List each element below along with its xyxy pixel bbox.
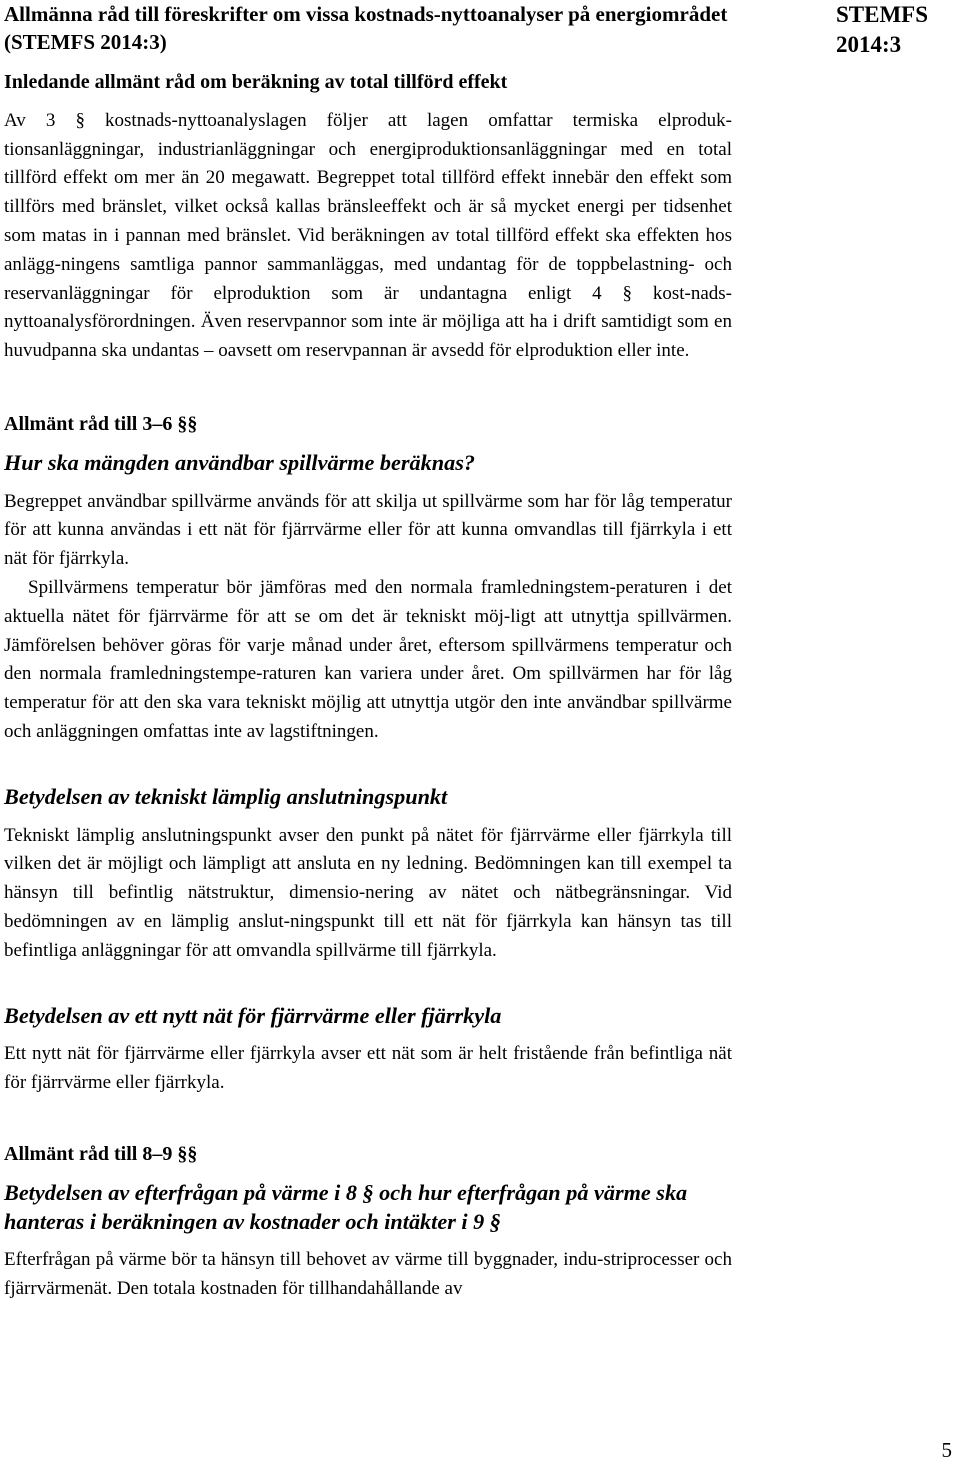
paragraph-nytt-nat: Ett nytt nät för fjärrvärme eller fjärrkyla avser ett nät som är helt fristående från befintliga nät för fjärrvärme eller fjärrkyla. [4,1043,732,1094]
subheading-efterfragan: Betydelsen av efterfrågan på värme i 8 § och hur efterfrågan på värme ska hanteras i beräkningen av kostnader och intäkter i 9 § [4,1179,688,1234]
section-heading-intro: Inledande allmänt råd om beräkning av total tillförd effekt [4,71,508,93]
document-id-number: 2014:3 [836,32,902,57]
main-content [4,68,732,1304]
document-title: Allmänna råd till föreskrifter om vissa kostnads-nyttoanalyser på energiområdet (STEMFS 2014:3) [4,2,728,54]
document-id-series: STEMFS [836,2,929,27]
subheading-nytt-nat: Betydelsen av ett nytt nät för fjärrvärme eller fjärrkyla [4,1002,502,1028]
page-number: 5 [941,1438,952,1462]
paragraph-spillvarme-2: Spillvärmens temperatur bör jämföras med den normala framledningstem-peraturen i det aktuella nätet för fjärrvärme för att se om det är tekniskt möj-ligt att utnyttja spillvärmen. Jämförelsen behöver göras för varje månad under året, eftersom spillvärmens temperatur och den normala framledningstempe-raturen kan variera under året. Om spillvärmen har för låg temperatur för att den ska vara tekniskt möjlig att utnyttja utgör den inte användbar spillvärme och anläggningen omfattas inte av lagstiftningen. [4,576,732,742]
paragraph-intro: Av 3 § kostnads-nyttoanalyslagen följer att lagen omfattar termiska elproduk-tionsanläggningar, industrianläggningar och energiproduktionsanläggningar med en total tillförd effekt om mer än 20 megawatt. Begreppet total tillförd effekt innebär den effekt som tillförs med bränslet, vilket också kallas bränsleeffekt och är så mycket energi per tidsenhet som matas in i pannan med bränslet. Vid beräkningen av total tillförd effekt ska effekten hos anlägg-ningens samtliga pannor sammanläggas, med undantag för de toppbelastning- och reservanläggningar för elproduktion som är undantagna enligt 4 § kost-nads-nyttoanalysförordningen. Även reservpannor som inte är möjliga att ha i drift samtidigt som en huvudpanna ska undantas – oavsett om reservpannan är avsedd för elproduktion eller inte. [4,109,732,362]
paragraph-efterfragan: Efterfrågan på värme bör ta hänsyn till behovet av värme till byggnader, indu-striprocesser och fjärrvärmenät. Den totala kostnaden för tillhandahållande av [4,1249,732,1300]
section-heading-3-6: Allmänt råd till 3–6 §§ [4,412,198,435]
subheading-anslutningspunkt: Betydelsen av tekniskt lämplig anslutningspunkt [4,783,448,809]
subheading-spillvarme: Hur ska mängden användbar spillvärme beräknas? [4,449,475,475]
paragraph-spillvarme-1: Begreppet användbar spillvärme används för att skilja ut spillvärme som har för låg temperatur för att kunna användas i ett nät för fjärrvärme eller för att kunna omvandlas till fjärrkyla i ett nät för fjärrkyla. [4,490,732,570]
paragraph-anslutningspunkt: Tekniskt lämplig anslutningspunkt avser den punkt på nätet för fjärrvärme eller fjärrkyla till vilken det är möjligt och lämpligt att ansluta en ny ledning. Bedömningen kan till exempel ta hänsyn till befintlig nätstruktur, dimensio-nering av nätet och nätbegränsningar. Vid bedömningen av en lämplig anslut-ningspunkt till ett nät för fjärrkyla kan hänsyn tas till befintliga anläggningar för att omvandla spillvärme till fjärrkyla. [4,824,732,961]
section-heading-8-9: Allmänt råd till 8–9 §§ [4,1142,198,1165]
document-id [836,0,956,60]
